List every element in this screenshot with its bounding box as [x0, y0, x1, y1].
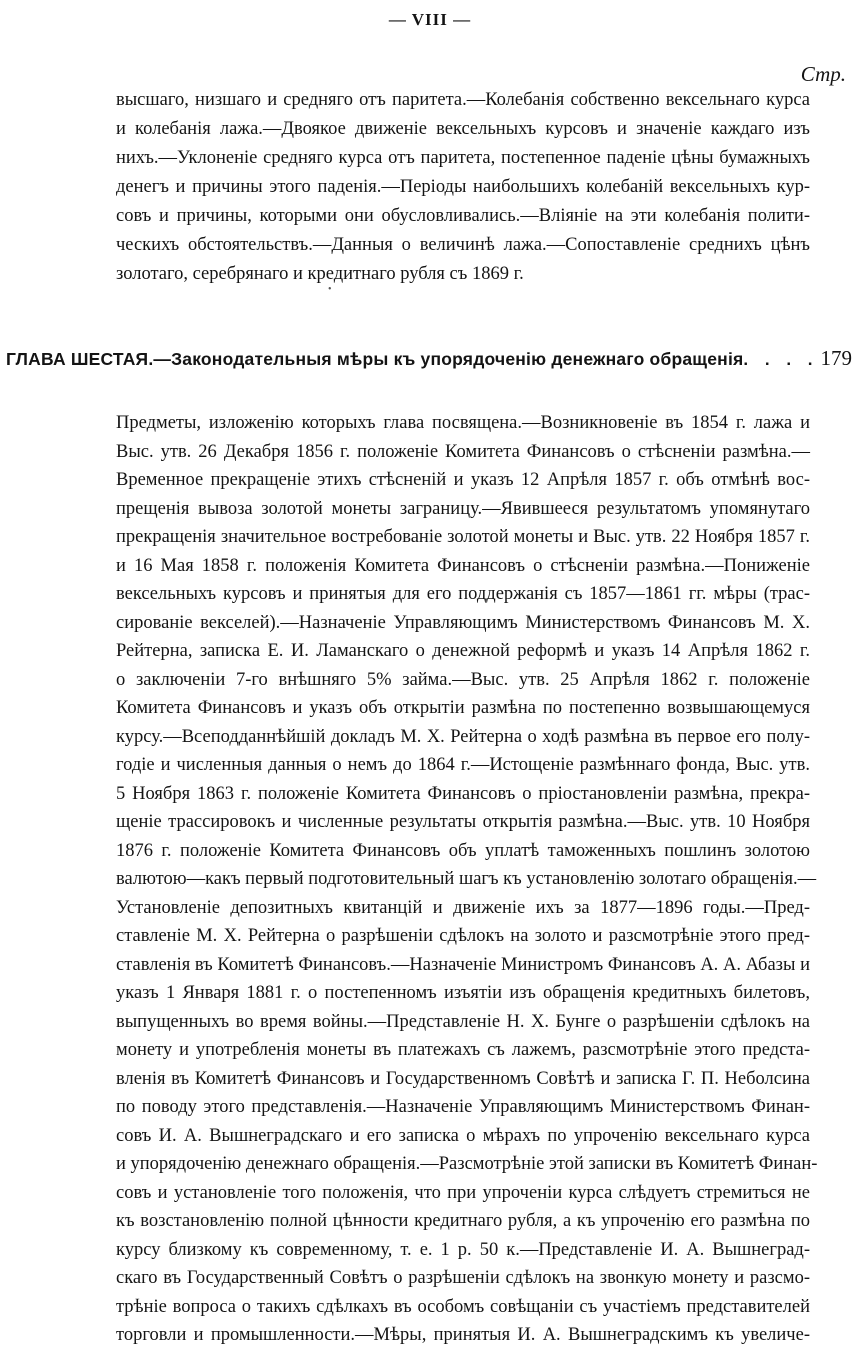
text-line: ставленія въ Комитетѣ Финансовъ.—Назначеніе Министромъ Финансовъ А. А. Абазы и: [116, 954, 810, 975]
text-line: совъ И. А. Вышнеградскаго и его записка о мѣрахъ по упроченію вексельнаго курса: [116, 1125, 810, 1146]
text-line: по поводу этого представленія.—Назначеніе Управляющимъ Министерствомъ Финан-: [116, 1097, 810, 1117]
text-line: годіе и численныя данныя о немъ до 1864 г.—Истощеніе размѣннаго фонда, Выс. утв.: [116, 755, 810, 775]
text-line: торговли и промышленности.—Мѣры, принятыя И. А. Вышнеградскимъ къ увеличе-: [116, 1325, 810, 1345]
text-line: 5 Ноября 1863 г. положеніе Комитета Финансовъ о пріостановленіи размѣна, прекра-: [116, 783, 810, 804]
chapter-title: ГЛАВА ШЕСТАЯ.—Законодательныя мѣры къ упорядоченію денежнаго обращенія: [6, 349, 744, 369]
text-line: трѣніе вопроса о такихъ сдѣлкахъ въ особомъ совѣщаніи съ участіемъ представителей: [116, 1296, 810, 1317]
text-line: вексельныхъ курсовъ и принятыя для его поддержанія съ 1857—1861 гг. мѣры (трас-: [116, 584, 810, 604]
text-line: Рейтерна, записка Е. И. Ламанскаго о денежной реформѣ и указъ 14 Апрѣля 1862 г.: [116, 641, 810, 661]
chapter-heading: [6, 346, 852, 371]
text-line: высшаго, низшаго и средняго отъ паритета.—Колебанія собственно вексельнаго курса: [116, 90, 810, 110]
page-column-label: Стр.: [800, 62, 846, 86]
text-line: Временное прекращеніе этихъ стѣсненій и указъ 12 Апрѣля 1857 г. объ отмѣнѣ вос-: [116, 470, 810, 490]
text-line: курсу.—Всеподданнѣйшій докладъ М. Х. Рейтерна о ходѣ размѣна въ первое его полу-: [116, 726, 810, 747]
text-line: Предметы, изложенію которыхъ глава посвящена.—Возникновеніе въ 1854 г. лажа и: [116, 413, 810, 433]
text-line: ставленіе М. Х. Рейтерна о разрѣшеніи сдѣлокъ на золото и разсмотрѣніе этого пред-: [116, 926, 810, 946]
text-line: Выс. утв. 26 Декабря 1856 г. положеніе Комитета Финансовъ о стѣсненіи размѣна.—: [116, 441, 810, 462]
text-line: и колебанія лажа.—Двоякое движеніе вексельныхъ курсовъ и значеніе каждаго изъ: [116, 119, 810, 139]
text-line: нихъ.—Уклоненіе средняго курса отъ паритета, постепенное паденіе цѣны бумажныхъ: [116, 148, 810, 168]
text-line: монету и употребленія монеты въ платежахъ съ лажемъ, разсмотрѣніе этого предста-: [116, 1040, 810, 1060]
leader-dots: . . . .: [743, 350, 819, 369]
text-line: скаго въ Государственный Совѣтъ о разрѣшеніи сдѣлокъ на звонкую монету и разсмо-: [116, 1268, 810, 1288]
text-line: прещенія вывоза золотой монеты заграницу.—Явившееся результатомъ упомянутаго: [116, 498, 810, 519]
chapter-page-number: 179: [820, 346, 852, 370]
text-line: и упорядоченію денежнаго обращенія.—Разсмотрѣніе этой записки въ Комитетѣ Финан-: [116, 1154, 818, 1174]
text-line: Установленіе депозитныхъ квитанцій и движеніе ихъ за 1877—1896 годы.—Пред-: [116, 897, 810, 918]
text-line: Комитета Финансовъ и указъ объ открытіи размѣна по постепенно возвышающемуся: [116, 698, 810, 718]
text-line: выпущенныхъ во время войны.—Представленіе Н. Х. Бунге о разрѣшеніи сдѣлокъ на: [116, 1011, 810, 1032]
text-line: валютою—какъ первый подготовительный шагъ къ установленію золотаго обращенія.—: [116, 869, 817, 889]
text-line: сированіе векселей).—Назначеніе Управляющимъ Министерствомъ Финансовъ М. Х.: [116, 612, 810, 633]
text-line: вленія въ Комитетѣ Финансовъ и Государственномъ Совѣтѣ и записка Г. П. Неболсина: [116, 1068, 810, 1089]
text-line: денегъ и причины этого паденія.—Періоды наибольшихъ колебаній вексельныхъ кур-: [116, 177, 810, 197]
text-line: совъ и установленіе того положенія, что при упроченіи курса слѣдуетъ стремиться не: [116, 1182, 810, 1203]
text-line: къ возстановленію полной цѣнности кредитнаго рубля, а къ упроченію его размѣна по: [116, 1211, 810, 1231]
text-line: о заключеніи 7-го внѣшняго 5% займа.—Выс. утв. 25 Апрѣля 1862 г. положеніе: [116, 669, 810, 690]
text-line: прекращенія значительное востребованіе золотой монеты и Выс. утв. 22 Ноября 1857 г.: [116, 527, 810, 547]
text-line: ческихъ обстоятельствъ.—Данныя о величинѣ лажа.—Сопоставленіе среднихъ цѣнъ: [116, 235, 810, 255]
text-line: щеніе трассировокъ и численные результаты открытія размѣна.—Выс. утв. 10 Ноября: [116, 812, 810, 832]
text-line: 1876 г. положеніе Комитета Финансовъ объ уплатѣ таможенныхъ пошлинъ золотою: [116, 840, 810, 861]
text-line: и 16 Мая 1858 г. положенія Комитета Финансовъ о стѣсненіи размѣна.—Пониженіе: [116, 555, 810, 576]
ink-speck: •: [328, 284, 332, 295]
page-number: — VIII —: [388, 10, 472, 29]
text-line: золотаго, серебрянаго и кредитнаго рубля съ 1869 г.: [116, 264, 524, 284]
text-line: курсу близкому къ современному, т. е. 1 р. 50 к.—Представленіе И. А. Вышнеград-: [116, 1239, 810, 1260]
text-line: указъ 1 Января 1881 г. о постепенномъ изъятіи изъ обращенія кредитныхъ билетовъ,: [116, 983, 810, 1003]
text-line: совъ и причины, которыми они обусловливались.—Вліяніе на эти колебанія полити-: [116, 206, 810, 226]
